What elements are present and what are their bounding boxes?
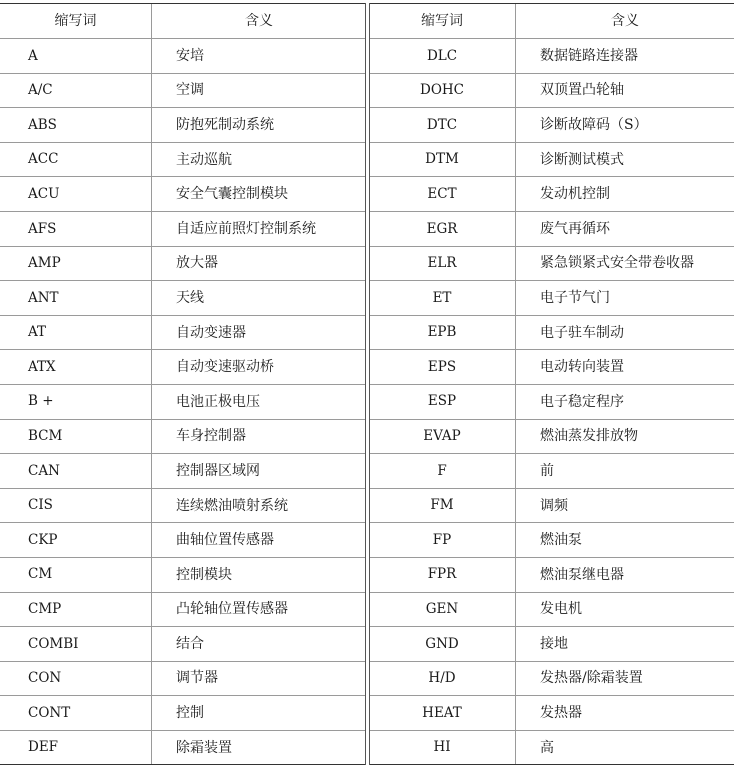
table-row	[369, 211, 734, 246]
meaning-cell	[516, 315, 734, 350]
table-row	[369, 108, 734, 143]
meaning-text: 连续燃油喷射系统	[176, 497, 288, 514]
abbreviation-text: ATX	[28, 358, 56, 375]
abbreviation-cell	[0, 592, 152, 627]
abbreviation-cell	[369, 73, 516, 108]
table-row	[369, 592, 734, 627]
abbreviation-text: CMP	[28, 601, 62, 618]
right-table-panel	[369, 3, 734, 765]
meaning-cell	[516, 696, 734, 731]
abbreviation-cell	[369, 350, 516, 385]
meaning-text: 诊断测试模式	[540, 151, 624, 168]
table-row	[369, 730, 734, 764]
meaning-text: 自适应前照灯控制系统	[176, 220, 316, 237]
meaning-cell	[152, 592, 367, 627]
meaning-text: 诊断故障码（S）	[540, 116, 648, 133]
abbreviation-text: DOHC	[420, 82, 464, 99]
table-row	[0, 73, 366, 108]
meaning-cell	[152, 177, 367, 212]
meaning-cell	[516, 142, 734, 177]
abbreviation-cell	[0, 384, 152, 419]
meaning-cell	[516, 661, 734, 696]
meaning-text: 双顶置凸轮轴	[540, 82, 624, 99]
table-row	[369, 246, 734, 281]
table-row	[369, 281, 734, 316]
right-table-body	[369, 39, 734, 765]
meaning-cell	[152, 523, 367, 558]
meaning-text: 发动机控制	[540, 186, 610, 203]
meaning-cell	[152, 454, 367, 489]
table-row	[369, 39, 734, 74]
abbreviation-text: F	[437, 462, 447, 479]
meaning-text: 自动变速驱动桥	[176, 359, 274, 376]
abbreviation-cell	[369, 592, 516, 627]
abbreviation-cell	[0, 661, 152, 696]
meaning-cell	[152, 384, 367, 419]
meaning-text: 电子节气门	[540, 289, 610, 306]
meaning-text: 电动转向装置	[540, 359, 624, 376]
meaning-text: 控制器区域网	[176, 462, 260, 479]
abbreviation-cell	[0, 419, 152, 454]
abbreviation-text: AMP	[28, 255, 61, 272]
meaning-text: 车身控制器	[176, 428, 246, 445]
table-row	[0, 557, 366, 592]
meaning-cell	[516, 730, 734, 764]
abbreviation-cell	[369, 627, 516, 662]
table-row	[0, 246, 366, 281]
table-row	[0, 281, 366, 316]
meaning-cell	[516, 454, 734, 489]
abbreviation-text: B +	[28, 393, 54, 410]
abbreviation-text: H/D	[428, 670, 456, 687]
abbreviation-text: ACC	[28, 151, 59, 168]
meaning-cell	[152, 315, 367, 350]
abbreviation-cell	[0, 696, 152, 731]
meaning-text: 控制模块	[176, 566, 232, 583]
abbreviation-text: CM	[28, 566, 53, 583]
meaning-text: 燃油泵继电器	[540, 566, 624, 583]
table-row	[0, 592, 366, 627]
meaning-text: 调节器	[176, 670, 218, 687]
left-abbreviation-table	[0, 4, 366, 764]
abbreviation-text: A/C	[28, 82, 53, 99]
meaning-cell	[152, 488, 367, 523]
abbreviation-cell	[0, 39, 152, 74]
abbreviation-text: FM	[430, 497, 454, 514]
abbreviation-cell	[0, 315, 152, 350]
left-header-abbr: 缩写词	[0, 4, 152, 39]
meaning-cell	[516, 73, 734, 108]
table-row	[369, 419, 734, 454]
abbreviation-text: ACU	[28, 185, 60, 202]
meaning-cell	[516, 419, 734, 454]
abbreviation-cell	[369, 281, 516, 316]
abbreviation-cell	[369, 488, 516, 523]
abbreviation-cell	[369, 454, 516, 489]
meaning-cell	[152, 281, 367, 316]
meaning-text: 发热器	[540, 705, 582, 722]
abbreviation-text: A	[28, 47, 38, 64]
abbreviation-text: AFS	[28, 220, 57, 237]
left-table-body	[0, 39, 366, 765]
abbreviation-text: EPB	[427, 324, 457, 341]
meaning-text: 数据链路连接器	[540, 47, 638, 64]
left-table-panel	[0, 3, 366, 765]
abbreviation-cell	[369, 661, 516, 696]
abbreviation-cell	[369, 142, 516, 177]
abbreviation-text: FPR	[427, 566, 457, 583]
table-row	[0, 696, 366, 731]
table-row	[0, 730, 366, 764]
meaning-cell	[516, 211, 734, 246]
abbreviation-cell	[0, 350, 152, 385]
table-row	[369, 315, 734, 350]
abbreviation-text: ELR	[427, 255, 457, 272]
abbreviation-cell	[369, 39, 516, 74]
meaning-cell	[152, 39, 367, 74]
abbreviation-text: HEAT	[422, 704, 462, 721]
abbreviation-text: BCM	[28, 428, 63, 445]
abbreviation-cell	[369, 177, 516, 212]
table-row	[0, 627, 366, 662]
table-row	[0, 384, 366, 419]
meaning-cell	[516, 557, 734, 592]
table-row	[0, 142, 366, 177]
abbreviation-text: EPS	[427, 358, 457, 375]
abbreviation-cell	[369, 419, 516, 454]
meaning-text: 电子稳定程序	[540, 393, 624, 410]
meaning-text: 废气再循环	[540, 220, 610, 237]
abbreviation-cell	[0, 108, 152, 143]
abbreviation-cell	[0, 557, 152, 592]
meaning-cell	[152, 730, 367, 764]
table-row	[0, 177, 366, 212]
meaning-cell	[152, 108, 367, 143]
abbreviation-cell	[369, 315, 516, 350]
meaning-text: 燃油蒸发排放物	[540, 428, 638, 445]
abbreviation-cell	[0, 281, 152, 316]
abbreviation-text: DEF	[28, 739, 59, 756]
meaning-text: 曲轴位置传感器	[176, 532, 274, 549]
meaning-text: 放大器	[176, 255, 218, 272]
abbreviation-text: GND	[425, 635, 459, 652]
abbreviation-cell	[369, 523, 516, 558]
meaning-text: 燃油泵	[540, 532, 582, 549]
abbreviation-cell	[0, 177, 152, 212]
abbreviation-cell	[369, 246, 516, 281]
meaning-cell	[516, 488, 734, 523]
right-header-row	[369, 4, 734, 39]
meaning-text: 接地	[540, 635, 568, 652]
abbreviation-text: AT	[28, 324, 47, 341]
left-header-meaning: 含义	[152, 4, 367, 39]
table-row	[369, 384, 734, 419]
meaning-cell	[516, 39, 734, 74]
table-row	[0, 454, 366, 489]
meaning-text: 安培	[176, 47, 204, 64]
abbreviation-cell	[369, 557, 516, 592]
meaning-cell	[516, 177, 734, 212]
meaning-cell	[516, 592, 734, 627]
abbreviation-text: CKP	[28, 531, 58, 548]
meaning-text: 凸轮轴位置传感器	[176, 601, 288, 618]
abbreviation-cell	[369, 730, 516, 764]
meaning-text: 控制	[176, 705, 204, 722]
meaning-cell	[152, 557, 367, 592]
meaning-text: 空调	[176, 82, 204, 99]
table-row	[369, 177, 734, 212]
abbreviation-text: FP	[432, 531, 452, 548]
meaning-cell	[516, 108, 734, 143]
abbreviation-cell	[0, 488, 152, 523]
meaning-cell	[516, 523, 734, 558]
meaning-cell	[152, 142, 367, 177]
table-row	[369, 557, 734, 592]
abbreviation-cell	[0, 454, 152, 489]
abbreviation-cell	[369, 696, 516, 731]
meaning-text: 前	[540, 462, 554, 479]
right-header-abbr: 缩写词	[369, 4, 516, 39]
meaning-cell	[152, 211, 367, 246]
abbreviation-text: ABS	[28, 116, 57, 133]
table-row	[369, 454, 734, 489]
abbreviation-cell	[0, 73, 152, 108]
abbreviation-text: DTM	[425, 151, 459, 168]
meaning-cell	[152, 246, 367, 281]
abbreviation-text: EGR	[426, 220, 458, 237]
left-header-row	[0, 4, 366, 39]
table-row	[0, 419, 366, 454]
abbreviation-text: ET	[432, 289, 452, 306]
table-row	[0, 39, 366, 74]
abbreviation-cell	[0, 627, 152, 662]
meaning-text: 结合	[176, 635, 204, 652]
meaning-cell	[516, 627, 734, 662]
table-row	[0, 661, 366, 696]
abbreviation-cell	[0, 142, 152, 177]
right-header-meaning: 含义	[516, 4, 734, 39]
table-row	[0, 350, 366, 385]
table-row	[0, 488, 366, 523]
meaning-text: 天线	[176, 289, 204, 306]
abbreviation-text: ESP	[427, 393, 457, 410]
meaning-text: 调频	[540, 497, 568, 514]
meaning-cell	[516, 246, 734, 281]
meaning-text: 自动变速器	[176, 324, 246, 341]
abbreviation-text: ECT	[427, 185, 457, 202]
abbreviation-text: CON	[28, 670, 62, 687]
abbreviation-cell	[0, 523, 152, 558]
meaning-cell	[516, 350, 734, 385]
meaning-cell	[152, 73, 367, 108]
abbreviation-text: ANT	[28, 289, 59, 306]
abbreviation-cell	[369, 211, 516, 246]
meaning-cell	[152, 627, 367, 662]
abbreviation-text: EVAP	[423, 428, 461, 445]
meaning-text: 主动巡航	[176, 151, 232, 168]
meaning-text: 除霜装置	[176, 739, 232, 756]
table-row	[369, 488, 734, 523]
double-column-divider	[365, 3, 370, 765]
meaning-text: 发热器/除霜装置	[540, 670, 643, 687]
table-row	[369, 661, 734, 696]
meaning-cell	[516, 281, 734, 316]
meaning-cell	[152, 419, 367, 454]
abbreviation-cell	[0, 211, 152, 246]
meaning-cell	[152, 696, 367, 731]
table-row	[0, 211, 366, 246]
meaning-text: 防抱死制动系统	[176, 116, 274, 133]
table-row	[369, 142, 734, 177]
abbreviation-cell	[0, 730, 152, 764]
abbreviation-text: CIS	[28, 497, 53, 514]
abbreviation-text: COMBI	[28, 635, 79, 652]
abbreviation-cell	[369, 384, 516, 419]
meaning-text: 电池正极电压	[176, 393, 260, 410]
table-row	[369, 73, 734, 108]
table-row	[369, 627, 734, 662]
table-row	[0, 523, 366, 558]
table-row	[0, 315, 366, 350]
meaning-text: 安全气囊控制模块	[176, 186, 288, 203]
abbreviation-text: GEN	[425, 601, 459, 618]
table-row	[369, 523, 734, 558]
table-row	[0, 108, 366, 143]
table-row	[369, 696, 734, 731]
meaning-text: 高	[540, 739, 554, 756]
abbreviation-text: DTC	[426, 116, 458, 133]
abbreviation-text: DLC	[426, 47, 458, 64]
abbreviation-cell	[369, 108, 516, 143]
meaning-text: 电子驻车制动	[540, 324, 624, 341]
abbreviation-cell	[0, 246, 152, 281]
meaning-cell	[516, 384, 734, 419]
meaning-text: 紧急锁紧式安全带卷收器	[540, 255, 694, 272]
meaning-cell	[152, 350, 367, 385]
meaning-cell	[152, 661, 367, 696]
abbreviation-text: CAN	[28, 462, 60, 479]
abbreviation-text: HI	[433, 739, 451, 756]
table-row	[369, 350, 734, 385]
abbreviation-text: CONT	[28, 704, 71, 721]
meaning-text: 发电机	[540, 601, 582, 618]
right-abbreviation-table	[369, 4, 734, 764]
